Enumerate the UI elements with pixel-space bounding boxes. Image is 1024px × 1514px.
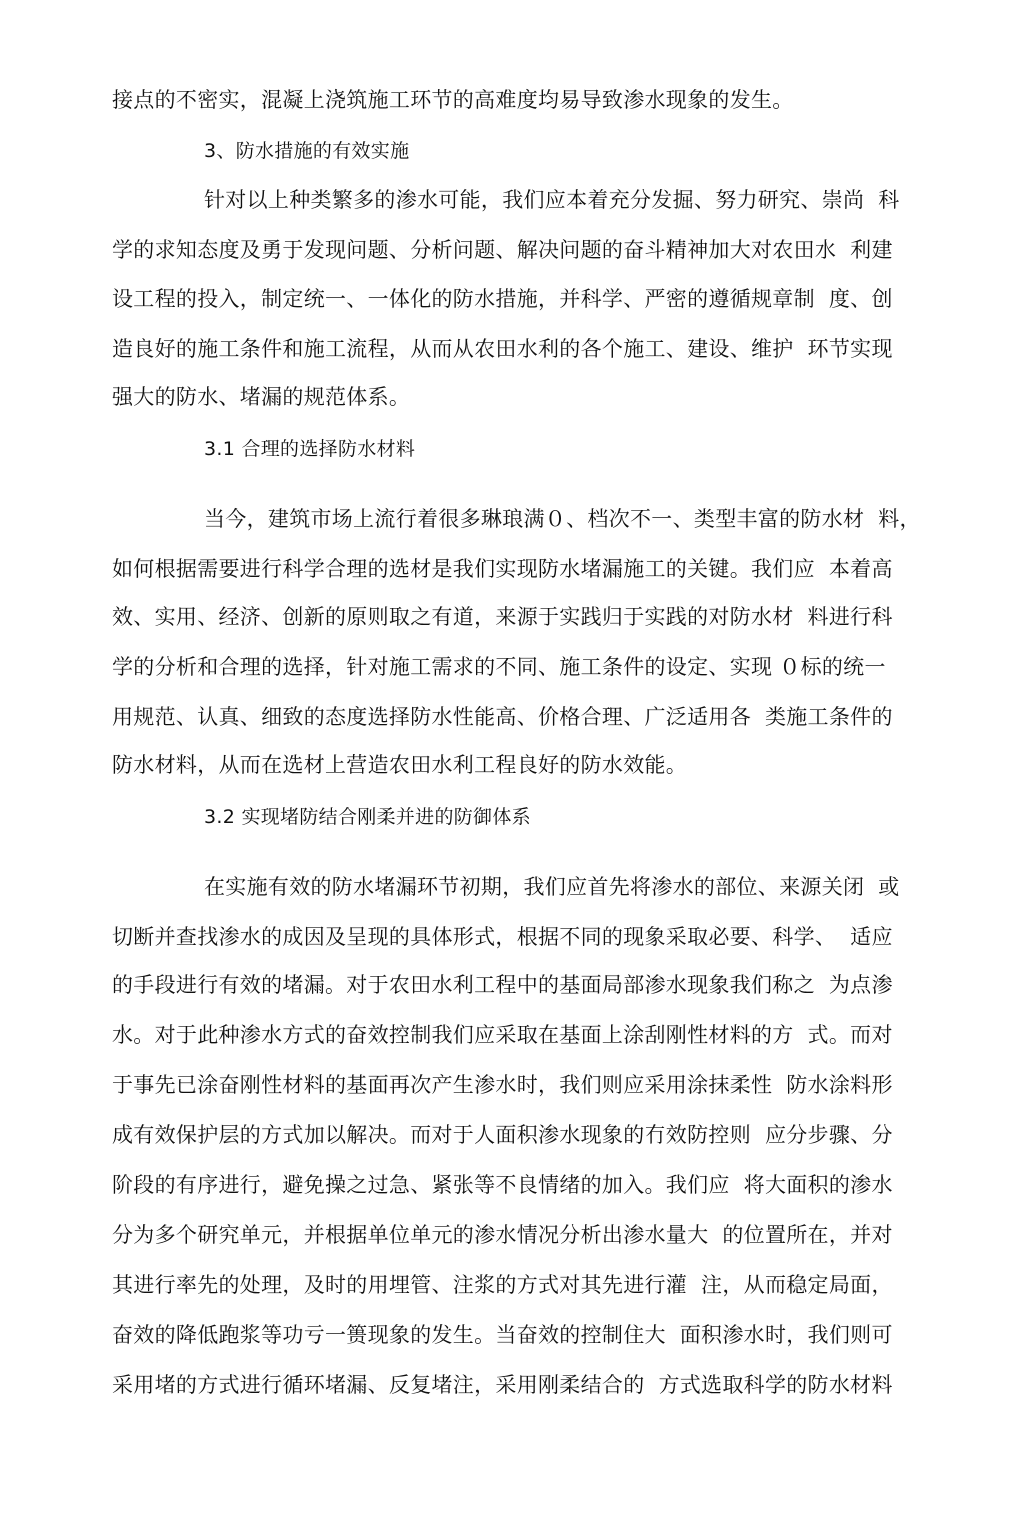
paragraph-line: 奋效的降低跑浆等功亏一篑现象的发生。当奋效的控制住大 面积渗水时，我们则可	[112, 1323, 893, 1347]
section-heading: 3.2 实现堵防结合刚柔并进的防御体系	[204, 806, 531, 828]
section-heading: 3.1 合理的选择防水材料	[204, 438, 416, 460]
paragraph-line: 针对以上种类繁多的渗水可能，我们应本着充分发掘、努力研究、崇尚 科	[204, 188, 900, 212]
paragraph-line: 分为多个研究单元，并根据单位单元的渗水情况分析出渗水量大 的位置所在，并对	[112, 1223, 893, 1247]
paragraph-line: 设工程的投入，制定统一、一体化的防水措施，并科学、严密的遵循规章制 度、创	[112, 287, 893, 311]
paragraph-line: 阶段的有序进行，避免操之过急、紧张等不良情绪的加入。我们应 将大面积的渗水	[112, 1173, 893, 1197]
paragraph-line: 成有效保护层的方式加以解决。而对于人面积渗水现象的冇效防控则 应分步骤、分	[112, 1123, 893, 1147]
paragraph-line: 切断并查找渗水的成因及呈现的具体形式，根据不同的现象采取必要、科学、 适应	[112, 925, 893, 949]
paragraph-line: 水。对于此种渗水方式的奋效控制我们应采取在基面上涂刮刚性材料的方 式。而对	[112, 1023, 893, 1047]
paragraph-line: 强大的防水、堵漏的规范体系。	[112, 385, 411, 409]
paragraph-line: 当今，建筑市场上流行着很多琳琅满０、档次不一、类型丰富的防水材 料，	[204, 507, 921, 531]
paragraph-line: 学的求知态度及勇于发现问题、分析问题、解决问题的奋斗精神加大对农田水 利建	[112, 238, 893, 262]
paragraph-line: 于事先已涂奋刚性材料的基面再次产生渗水时，我们则应采用涂抹柔性 防水涂料形	[112, 1073, 893, 1097]
paragraph-line: 防水材料，从而在选材上营造农田水利工程良好的防水效能。	[112, 753, 688, 777]
section-heading: 3、防水措施的有效实施	[204, 140, 410, 162]
paragraph-line: 用规范、认真、细致的态度选择防水性能高、价格合理、广泛适用各 类施工条件的	[112, 705, 893, 729]
paragraph-line: 其进行率先的处理，及时的用埋管、注浆的方式对其先进行灌 注，从而稳定局面，	[112, 1273, 893, 1297]
paragraph-line: 造良好的施工条件和施工流程，从而从农田水利的各个施工、建设、维护 环节实现	[112, 337, 893, 361]
paragraph-line: 接点的不密实，混凝上浇筑施工环节的高难度均易导致渗水现象的发生。	[112, 88, 794, 112]
paragraph-line: 学的分析和合理的选择，针对施工需求的不同、施工条件的设定、实现 ０标的统一	[112, 655, 886, 679]
paragraph-line: 如何根据需要进行科学合理的选材是我们实现防水堵漏施工的关键。我们应 本着高	[112, 557, 893, 581]
paragraph-line: 采用堵的方式进行循环堵漏、反复堵注，采用刚柔结合的 方式选取科学的防水材料	[112, 1373, 893, 1397]
paragraph-line: 在实施有效的防水堵漏环节初期，我们应首先将渗水的部位、来源关闭 或	[204, 875, 900, 899]
paragraph-line: 效、实用、经济、创新的原则取之有道，来源于实践归于实践的对防水材 料进行科	[112, 605, 893, 629]
paragraph-line: 的手段进行有效的堵漏。对于农田水利工程中的基面局部渗水现象我们称之 为点渗	[112, 973, 893, 997]
